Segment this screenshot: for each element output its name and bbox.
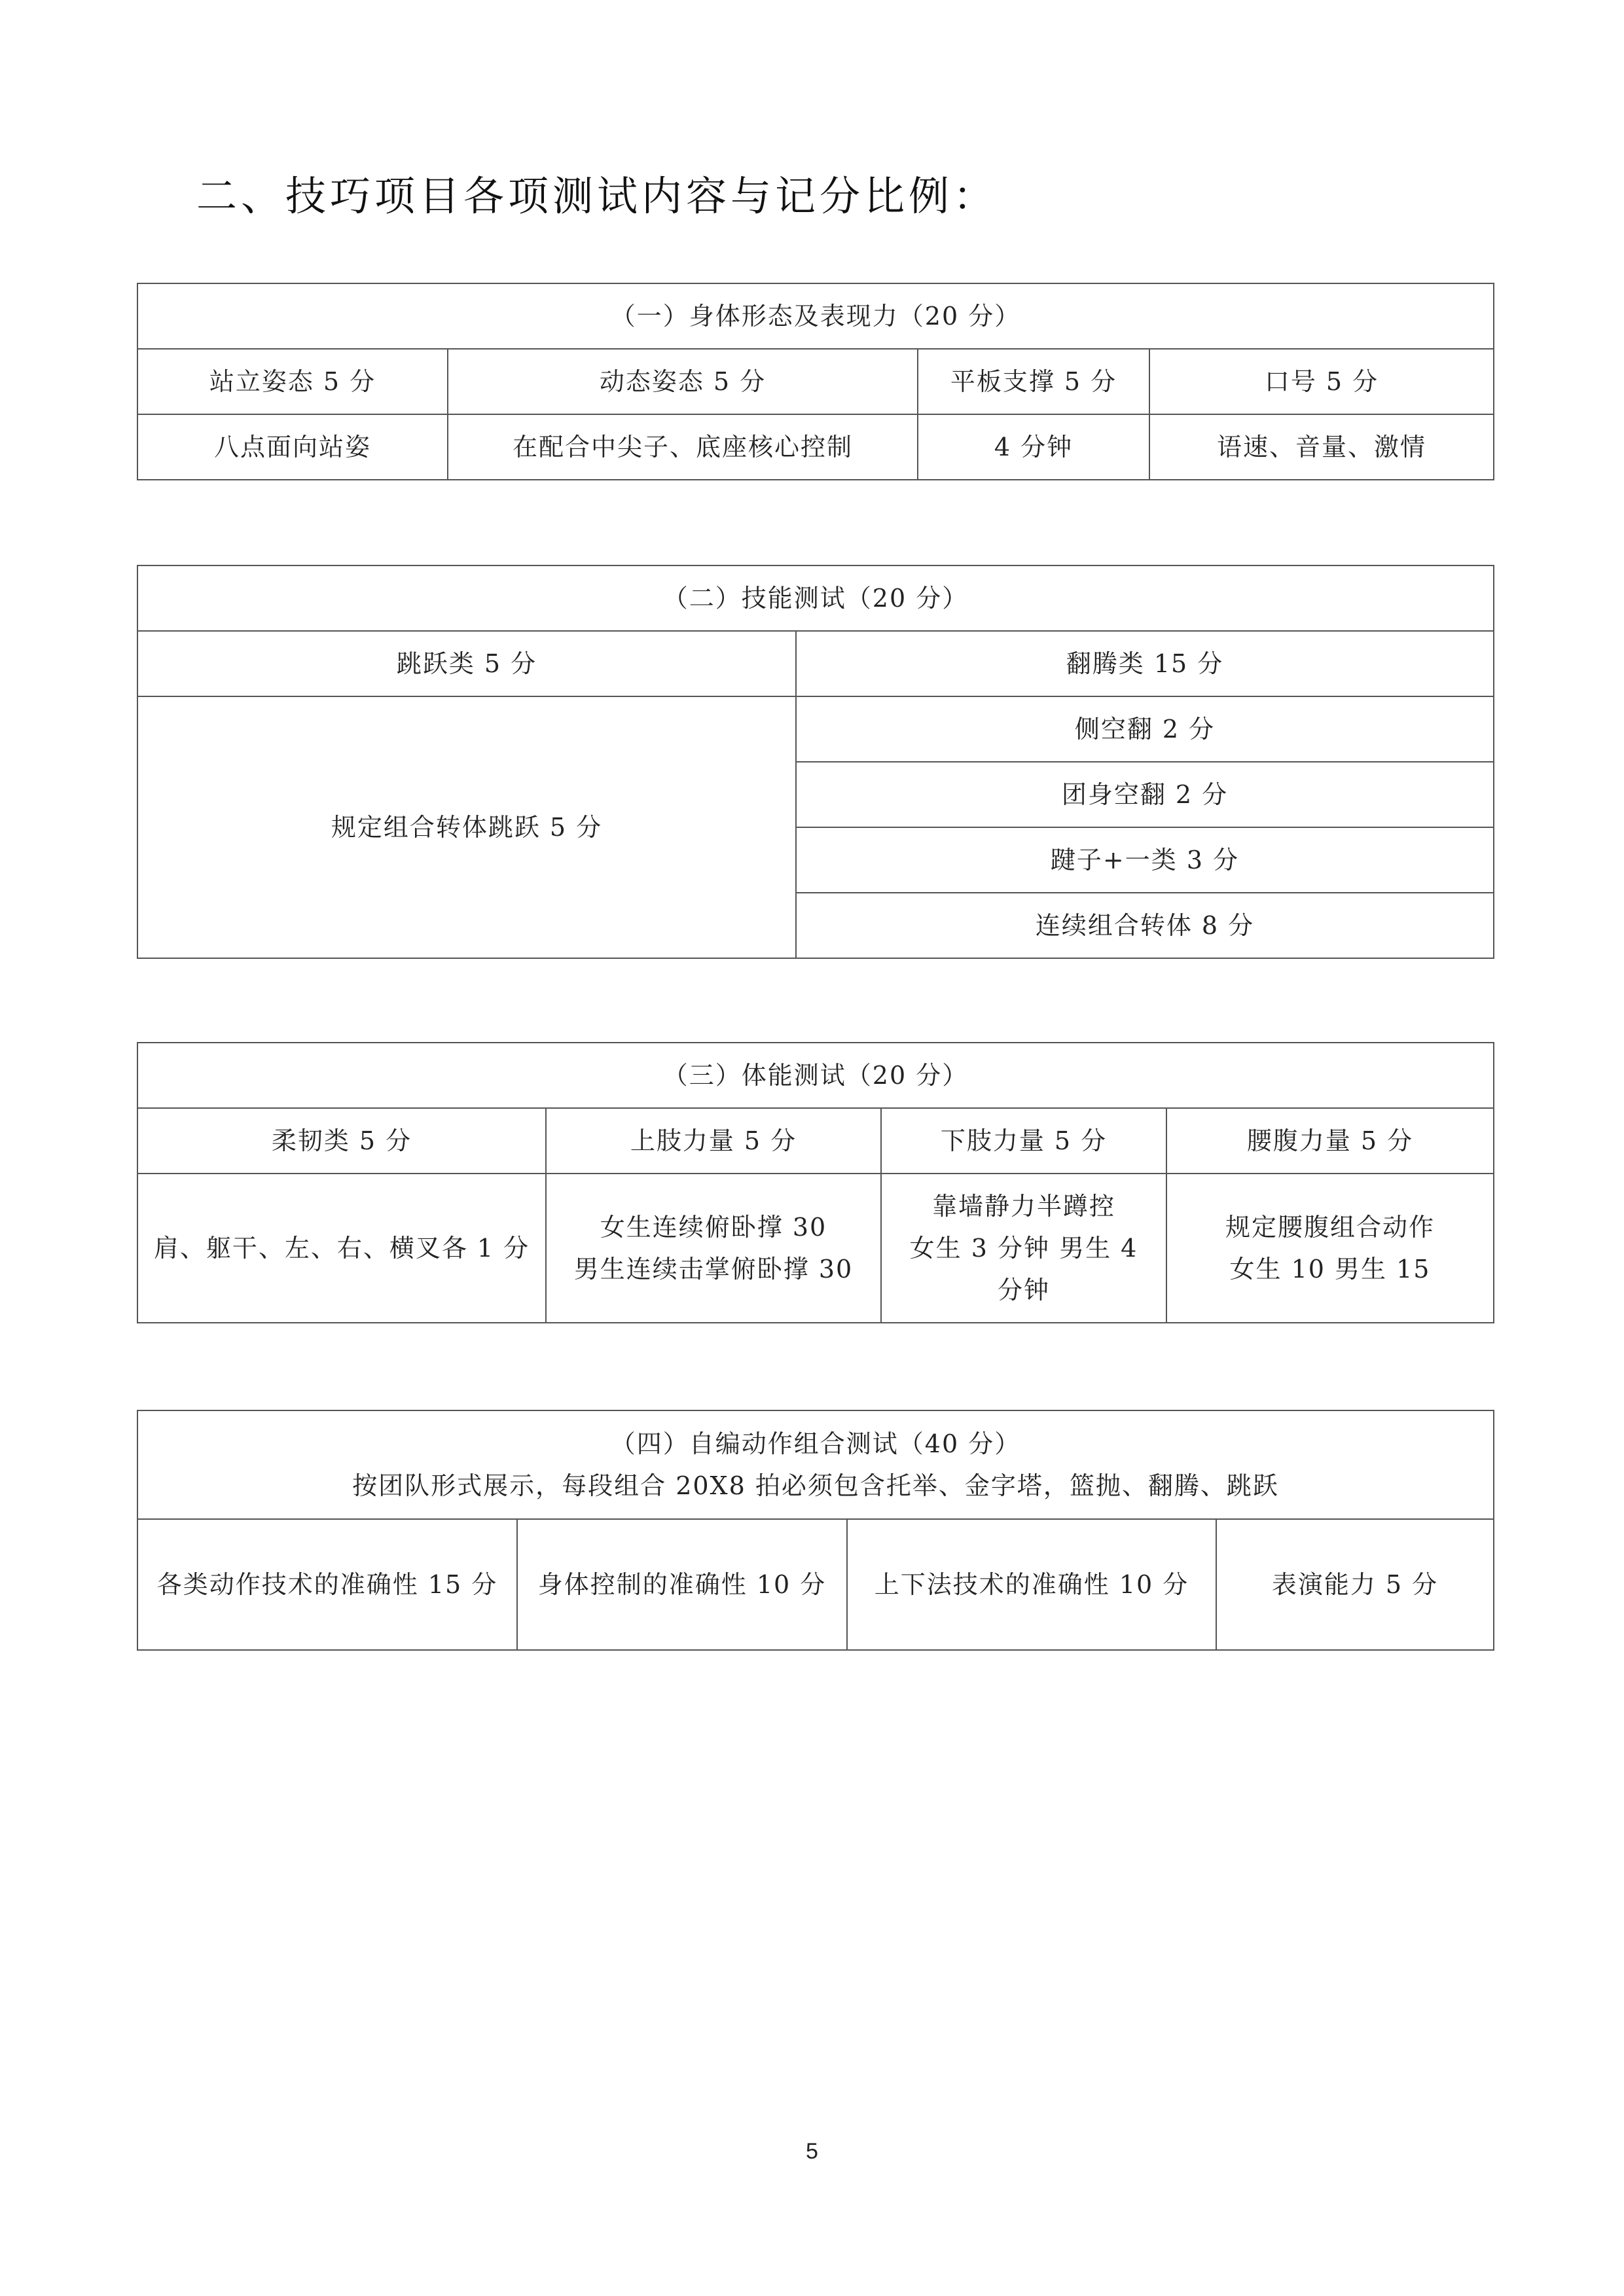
table-subtitle: 按团队形式展示，每段组合 20X8 拍必须包含托举、金字塔，篮抛、翻腾、跳跃: [352, 1471, 1279, 1500]
table-cell: 团身空翻 2 分: [796, 762, 1494, 827]
table-cell: [546, 1174, 881, 1323]
table-header-cell: 平板支撑 5 分: [918, 349, 1149, 414]
table-cell: [1166, 1174, 1494, 1323]
table-fitness-test: [137, 1042, 1494, 1323]
table-header-cell: 站立姿态 5 分: [137, 349, 448, 414]
table-header-cell: 下肢力量 5 分: [881, 1108, 1166, 1174]
table-title: [137, 1410, 1494, 1519]
cell-line: 规定腰腹组合动作: [1225, 1213, 1435, 1242]
table-cell: 在配合中尖子、底座核心控制: [448, 414, 918, 480]
table-body-form: [137, 283, 1494, 480]
table-cell: 语速、音量、激情: [1149, 414, 1494, 480]
table-routine-test: [137, 1410, 1494, 1651]
table-cell: 规定组合转体跳跃 5 分: [137, 696, 796, 958]
table-title-line: （四）自编动作组合测试（40 分）: [610, 1429, 1021, 1458]
cell-line: 女生 10 男生 15: [1229, 1255, 1431, 1283]
table-header-cell: 翻腾类 15 分: [796, 631, 1494, 696]
table-header-cell: 口号 5 分: [1149, 349, 1494, 414]
table-cell: 上下法技术的准确性 10 分: [847, 1519, 1216, 1650]
table-cell: [137, 1174, 546, 1323]
table-skill-test: [137, 565, 1494, 959]
cell-line: 靠墙静力半蹲控: [931, 1192, 1115, 1221]
table-header-cell: 上肢力量 5 分: [546, 1108, 881, 1174]
table-header-cell: 柔韧类 5 分: [137, 1108, 546, 1174]
cell-text: 肩、躯干、左、右、横叉各 1 分: [153, 1234, 530, 1263]
table-title: （一）身体形态及表现力（20 分）: [137, 283, 1494, 349]
page-heading: 二、技巧项目各项测试内容与记分比例：: [196, 172, 998, 220]
table-title: （三）体能测试（20 分）: [137, 1043, 1494, 1108]
table-cell: [881, 1174, 1166, 1323]
table-cell: 表演能力 5 分: [1216, 1519, 1494, 1650]
table-title: （二）技能测试（20 分）: [137, 565, 1494, 631]
cell-line: 男生连续击掌俯卧撑 30: [573, 1255, 854, 1283]
table-header-cell: 动态姿态 5 分: [448, 349, 918, 414]
table-cell: 踺子+一类 3 分: [796, 827, 1494, 893]
cell-line: 女生连续俯卧撑 30: [600, 1213, 827, 1242]
cell-line: 女生 3 分钟 男生 4 分钟: [909, 1234, 1138, 1304]
table-cell: 4 分钟: [918, 414, 1149, 480]
table-header-cell: 跳跃类 5 分: [137, 631, 796, 696]
page-number: 5: [806, 2139, 818, 2164]
table-cell: 侧空翻 2 分: [796, 696, 1494, 762]
table-cell: 各类动作技术的准确性 15 分: [137, 1519, 517, 1650]
table-cell: 八点面向站姿: [137, 414, 448, 480]
table-cell: 身体控制的准确性 10 分: [517, 1519, 847, 1650]
table-header-cell: 腰腹力量 5 分: [1166, 1108, 1494, 1174]
table-cell: 连续组合转体 8 分: [796, 893, 1494, 958]
